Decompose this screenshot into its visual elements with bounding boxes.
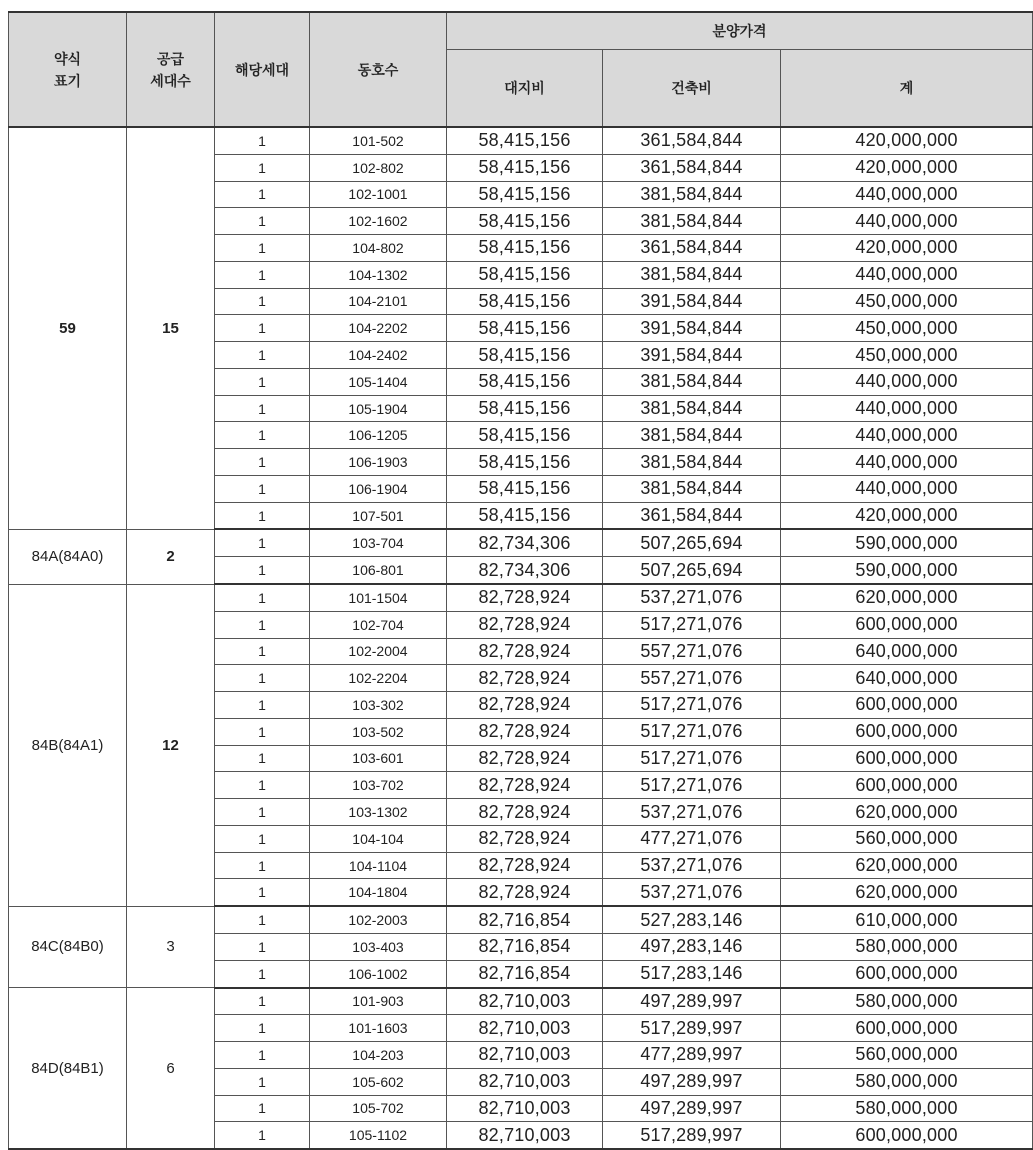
- cell-land: 58,415,156: [447, 368, 603, 395]
- cell-building: 517,271,076: [603, 772, 781, 799]
- cell-units: 1: [215, 342, 310, 369]
- cell-land: 58,415,156: [447, 127, 603, 154]
- cell-dongho: 105-702: [310, 1095, 447, 1122]
- cell-total: 620,000,000: [781, 852, 1033, 879]
- cell-total: 440,000,000: [781, 208, 1033, 235]
- cell-land: 82,728,924: [447, 825, 603, 852]
- cell-units: 1: [215, 315, 310, 342]
- cell-building: 497,289,997: [603, 988, 781, 1015]
- cell-total: 560,000,000: [781, 825, 1033, 852]
- header-dongho: 동호수: [310, 12, 447, 127]
- cell-land: 82,728,924: [447, 879, 603, 906]
- cell-dongho: 103-1302: [310, 799, 447, 826]
- cell-units: 1: [215, 906, 310, 933]
- cell-building: 391,584,844: [603, 342, 781, 369]
- cell-building: 361,584,844: [603, 154, 781, 181]
- cell-land: 58,415,156: [447, 315, 603, 342]
- cell-dongho: 106-801: [310, 557, 447, 584]
- cell-total: 640,000,000: [781, 638, 1033, 665]
- cell-units: 1: [215, 395, 310, 422]
- cell-units: 1: [215, 1042, 310, 1069]
- cell-units: 1: [215, 933, 310, 960]
- cell-total: 580,000,000: [781, 988, 1033, 1015]
- cell-dongho: 104-2202: [310, 315, 447, 342]
- cell-total: 600,000,000: [781, 718, 1033, 745]
- cell-units: 1: [215, 557, 310, 584]
- cell-total: 590,000,000: [781, 529, 1033, 556]
- cell-dongho: 103-704: [310, 529, 447, 556]
- cell-dongho: 104-203: [310, 1042, 447, 1069]
- cell-units: 1: [215, 718, 310, 745]
- cell-land: 58,415,156: [447, 475, 603, 502]
- cell-building: 517,283,146: [603, 960, 781, 987]
- cell-land: 58,415,156: [447, 288, 603, 315]
- cell-dongho: 102-2204: [310, 665, 447, 692]
- cell-building: 381,584,844: [603, 395, 781, 422]
- cell-building: 381,584,844: [603, 422, 781, 449]
- cell-building: 517,271,076: [603, 745, 781, 772]
- cell-land: 82,716,854: [447, 960, 603, 987]
- cell-land: 58,415,156: [447, 261, 603, 288]
- cell-units: 1: [215, 584, 310, 611]
- cell-total: 420,000,000: [781, 235, 1033, 262]
- cell-dongho: 104-1302: [310, 261, 447, 288]
- cell-abbr: 84B(84A1): [9, 584, 127, 906]
- cell-units: 1: [215, 1068, 310, 1095]
- cell-abbr: 84A(84A0): [9, 529, 127, 584]
- cell-dongho: 103-702: [310, 772, 447, 799]
- cell-dongho: 104-2101: [310, 288, 447, 315]
- cell-total: 450,000,000: [781, 342, 1033, 369]
- cell-land: 82,734,306: [447, 529, 603, 556]
- cell-building: 517,289,997: [603, 1015, 781, 1042]
- cell-total: 580,000,000: [781, 1095, 1033, 1122]
- cell-units: 1: [215, 529, 310, 556]
- cell-units: 1: [215, 879, 310, 906]
- cell-land: 82,728,924: [447, 638, 603, 665]
- cell-units: 1: [215, 261, 310, 288]
- header-supply-line2: 세대수: [150, 72, 191, 89]
- cell-dongho: 103-601: [310, 745, 447, 772]
- cell-building: 361,584,844: [603, 127, 781, 154]
- cell-units: 1: [215, 1015, 310, 1042]
- cell-building: 497,289,997: [603, 1068, 781, 1095]
- cell-dongho: 102-802: [310, 154, 447, 181]
- cell-units: 1: [215, 611, 310, 638]
- cell-dongho: 106-1205: [310, 422, 447, 449]
- cell-land: 82,710,003: [447, 988, 603, 1015]
- header-building: 건축비: [603, 50, 781, 128]
- cell-units: 1: [215, 181, 310, 208]
- cell-building: 381,584,844: [603, 261, 781, 288]
- cell-abbr: 59: [9, 127, 127, 529]
- cell-units: 1: [215, 745, 310, 772]
- cell-dongho: 105-1102: [310, 1122, 447, 1149]
- cell-dongho: 101-903: [310, 988, 447, 1015]
- cell-total: 420,000,000: [781, 127, 1033, 154]
- header-units: 해당세대: [215, 12, 310, 127]
- cell-units: 1: [215, 665, 310, 692]
- cell-dongho: 102-1602: [310, 208, 447, 235]
- cell-building: 517,289,997: [603, 1122, 781, 1149]
- table-body: [9, 127, 1033, 1149]
- cell-units: 1: [215, 799, 310, 826]
- cell-building: 507,265,694: [603, 529, 781, 556]
- cell-dongho: 102-2004: [310, 638, 447, 665]
- cell-land: 82,728,924: [447, 718, 603, 745]
- header-supply: [127, 12, 215, 127]
- cell-land: 58,415,156: [447, 208, 603, 235]
- cell-dongho: 103-302: [310, 692, 447, 719]
- header-abbr-line2: 표기: [53, 72, 82, 89]
- cell-total: 600,000,000: [781, 611, 1033, 638]
- cell-building: 381,584,844: [603, 475, 781, 502]
- cell-dongho: 101-1504: [310, 584, 447, 611]
- cell-building: 517,271,076: [603, 611, 781, 638]
- cell-dongho: 104-2402: [310, 342, 447, 369]
- table-row: [9, 988, 1033, 1015]
- cell-dongho: 105-1904: [310, 395, 447, 422]
- cell-total: 440,000,000: [781, 181, 1033, 208]
- cell-land: 82,710,003: [447, 1015, 603, 1042]
- cell-units: 1: [215, 154, 310, 181]
- cell-building: 537,271,076: [603, 852, 781, 879]
- cell-land: 82,728,924: [447, 772, 603, 799]
- cell-units: 1: [215, 852, 310, 879]
- cell-total: 610,000,000: [781, 906, 1033, 933]
- cell-building: 391,584,844: [603, 288, 781, 315]
- cell-supply: 3: [127, 906, 215, 987]
- cell-total: 600,000,000: [781, 960, 1033, 987]
- cell-building: 391,584,844: [603, 315, 781, 342]
- cell-total: 600,000,000: [781, 745, 1033, 772]
- cell-units: 1: [215, 502, 310, 529]
- cell-units: 1: [215, 208, 310, 235]
- cell-building: 361,584,844: [603, 502, 781, 529]
- cell-dongho: 101-502: [310, 127, 447, 154]
- cell-dongho: 104-1104: [310, 852, 447, 879]
- cell-total: 600,000,000: [781, 1122, 1033, 1149]
- cell-units: 1: [215, 368, 310, 395]
- cell-dongho: 104-802: [310, 235, 447, 262]
- cell-land: 82,728,924: [447, 665, 603, 692]
- cell-land: 82,728,924: [447, 584, 603, 611]
- cell-units: 1: [215, 638, 310, 665]
- header-land: 대지비: [447, 50, 603, 128]
- cell-units: 1: [215, 988, 310, 1015]
- cell-total: 600,000,000: [781, 772, 1033, 799]
- cell-dongho: 107-501: [310, 502, 447, 529]
- cell-dongho: 106-1002: [310, 960, 447, 987]
- header-row-1: [9, 12, 1033, 50]
- cell-building: 557,271,076: [603, 665, 781, 692]
- cell-building: 557,271,076: [603, 638, 781, 665]
- table-row: [9, 584, 1033, 611]
- price-table-container: [8, 11, 1032, 1150]
- cell-units: 1: [215, 772, 310, 799]
- cell-total: 590,000,000: [781, 557, 1033, 584]
- header-abbr-line1: 약식: [53, 50, 82, 67]
- cell-units: 1: [215, 475, 310, 502]
- cell-land: 82,710,003: [447, 1095, 603, 1122]
- cell-units: 1: [215, 1095, 310, 1122]
- cell-land: 82,710,003: [447, 1068, 603, 1095]
- cell-land: 82,710,003: [447, 1042, 603, 1069]
- cell-land: 82,728,924: [447, 852, 603, 879]
- cell-land: 58,415,156: [447, 502, 603, 529]
- cell-building: 477,271,076: [603, 825, 781, 852]
- cell-land: 82,716,854: [447, 933, 603, 960]
- cell-building: 477,289,997: [603, 1042, 781, 1069]
- cell-total: 440,000,000: [781, 368, 1033, 395]
- cell-building: 381,584,844: [603, 368, 781, 395]
- cell-dongho: 103-403: [310, 933, 447, 960]
- cell-total: 620,000,000: [781, 584, 1033, 611]
- cell-total: 420,000,000: [781, 154, 1033, 181]
- header-abbr: [9, 12, 127, 127]
- cell-land: 82,728,924: [447, 611, 603, 638]
- cell-total: 440,000,000: [781, 475, 1033, 502]
- cell-total: 440,000,000: [781, 449, 1033, 476]
- cell-building: 517,271,076: [603, 718, 781, 745]
- cell-land: 82,716,854: [447, 906, 603, 933]
- cell-total: 450,000,000: [781, 315, 1033, 342]
- cell-land: 82,728,924: [447, 799, 603, 826]
- cell-building: 517,271,076: [603, 692, 781, 719]
- cell-total: 620,000,000: [781, 799, 1033, 826]
- cell-land: 58,415,156: [447, 235, 603, 262]
- cell-dongho: 102-704: [310, 611, 447, 638]
- cell-units: 1: [215, 449, 310, 476]
- cell-abbr: 84D(84B1): [9, 988, 127, 1150]
- cell-total: 600,000,000: [781, 1015, 1033, 1042]
- cell-units: 1: [215, 825, 310, 852]
- cell-supply: 2: [127, 529, 215, 584]
- cell-abbr: 84C(84B0): [9, 906, 127, 987]
- header-total: 계: [781, 50, 1033, 128]
- cell-land: 58,415,156: [447, 342, 603, 369]
- cell-units: 1: [215, 288, 310, 315]
- cell-total: 620,000,000: [781, 879, 1033, 906]
- cell-land: 82,734,306: [447, 557, 603, 584]
- cell-total: 600,000,000: [781, 692, 1033, 719]
- table-row: [9, 906, 1033, 933]
- cell-land: 58,415,156: [447, 449, 603, 476]
- cell-land: 58,415,156: [447, 395, 603, 422]
- cell-building: 507,265,694: [603, 557, 781, 584]
- cell-land: 82,728,924: [447, 745, 603, 772]
- cell-dongho: 106-1903: [310, 449, 447, 476]
- cell-units: 1: [215, 692, 310, 719]
- cell-total: 560,000,000: [781, 1042, 1033, 1069]
- cell-total: 440,000,000: [781, 261, 1033, 288]
- cell-land: 58,415,156: [447, 422, 603, 449]
- cell-total: 580,000,000: [781, 933, 1033, 960]
- cell-units: 1: [215, 235, 310, 262]
- cell-dongho: 101-1603: [310, 1015, 447, 1042]
- header-supply-line1: 공급: [156, 50, 185, 67]
- cell-dongho: 106-1904: [310, 475, 447, 502]
- price-table: [8, 11, 1033, 1150]
- cell-units: 1: [215, 127, 310, 154]
- cell-units: 1: [215, 422, 310, 449]
- cell-total: 580,000,000: [781, 1068, 1033, 1095]
- cell-dongho: 105-602: [310, 1068, 447, 1095]
- cell-supply: 15: [127, 127, 215, 529]
- cell-dongho: 102-2003: [310, 906, 447, 933]
- cell-building: 537,271,076: [603, 879, 781, 906]
- table-header: [9, 12, 1033, 127]
- table-row: [9, 529, 1033, 556]
- cell-supply: 6: [127, 988, 215, 1150]
- cell-dongho: 102-1001: [310, 181, 447, 208]
- cell-building: 381,584,844: [603, 208, 781, 235]
- cell-building: 527,283,146: [603, 906, 781, 933]
- cell-units: 1: [215, 1122, 310, 1149]
- cell-total: 440,000,000: [781, 395, 1033, 422]
- cell-land: 82,728,924: [447, 692, 603, 719]
- cell-total: 640,000,000: [781, 665, 1033, 692]
- cell-building: 497,289,997: [603, 1095, 781, 1122]
- cell-total: 450,000,000: [781, 288, 1033, 315]
- cell-dongho: 103-502: [310, 718, 447, 745]
- cell-land: 82,710,003: [447, 1122, 603, 1149]
- cell-land: 58,415,156: [447, 154, 603, 181]
- cell-total: 440,000,000: [781, 422, 1033, 449]
- table-row: [9, 127, 1033, 154]
- header-price-group: 분양가격: [447, 12, 1033, 50]
- cell-building: 497,283,146: [603, 933, 781, 960]
- cell-total: 420,000,000: [781, 502, 1033, 529]
- cell-supply: 12: [127, 584, 215, 906]
- cell-dongho: 104-1804: [310, 879, 447, 906]
- cell-dongho: 105-1404: [310, 368, 447, 395]
- cell-building: 537,271,076: [603, 799, 781, 826]
- cell-land: 58,415,156: [447, 181, 603, 208]
- cell-dongho: 104-104: [310, 825, 447, 852]
- cell-building: 381,584,844: [603, 449, 781, 476]
- cell-building: 381,584,844: [603, 181, 781, 208]
- cell-building: 537,271,076: [603, 584, 781, 611]
- cell-building: 361,584,844: [603, 235, 781, 262]
- cell-units: 1: [215, 960, 310, 987]
